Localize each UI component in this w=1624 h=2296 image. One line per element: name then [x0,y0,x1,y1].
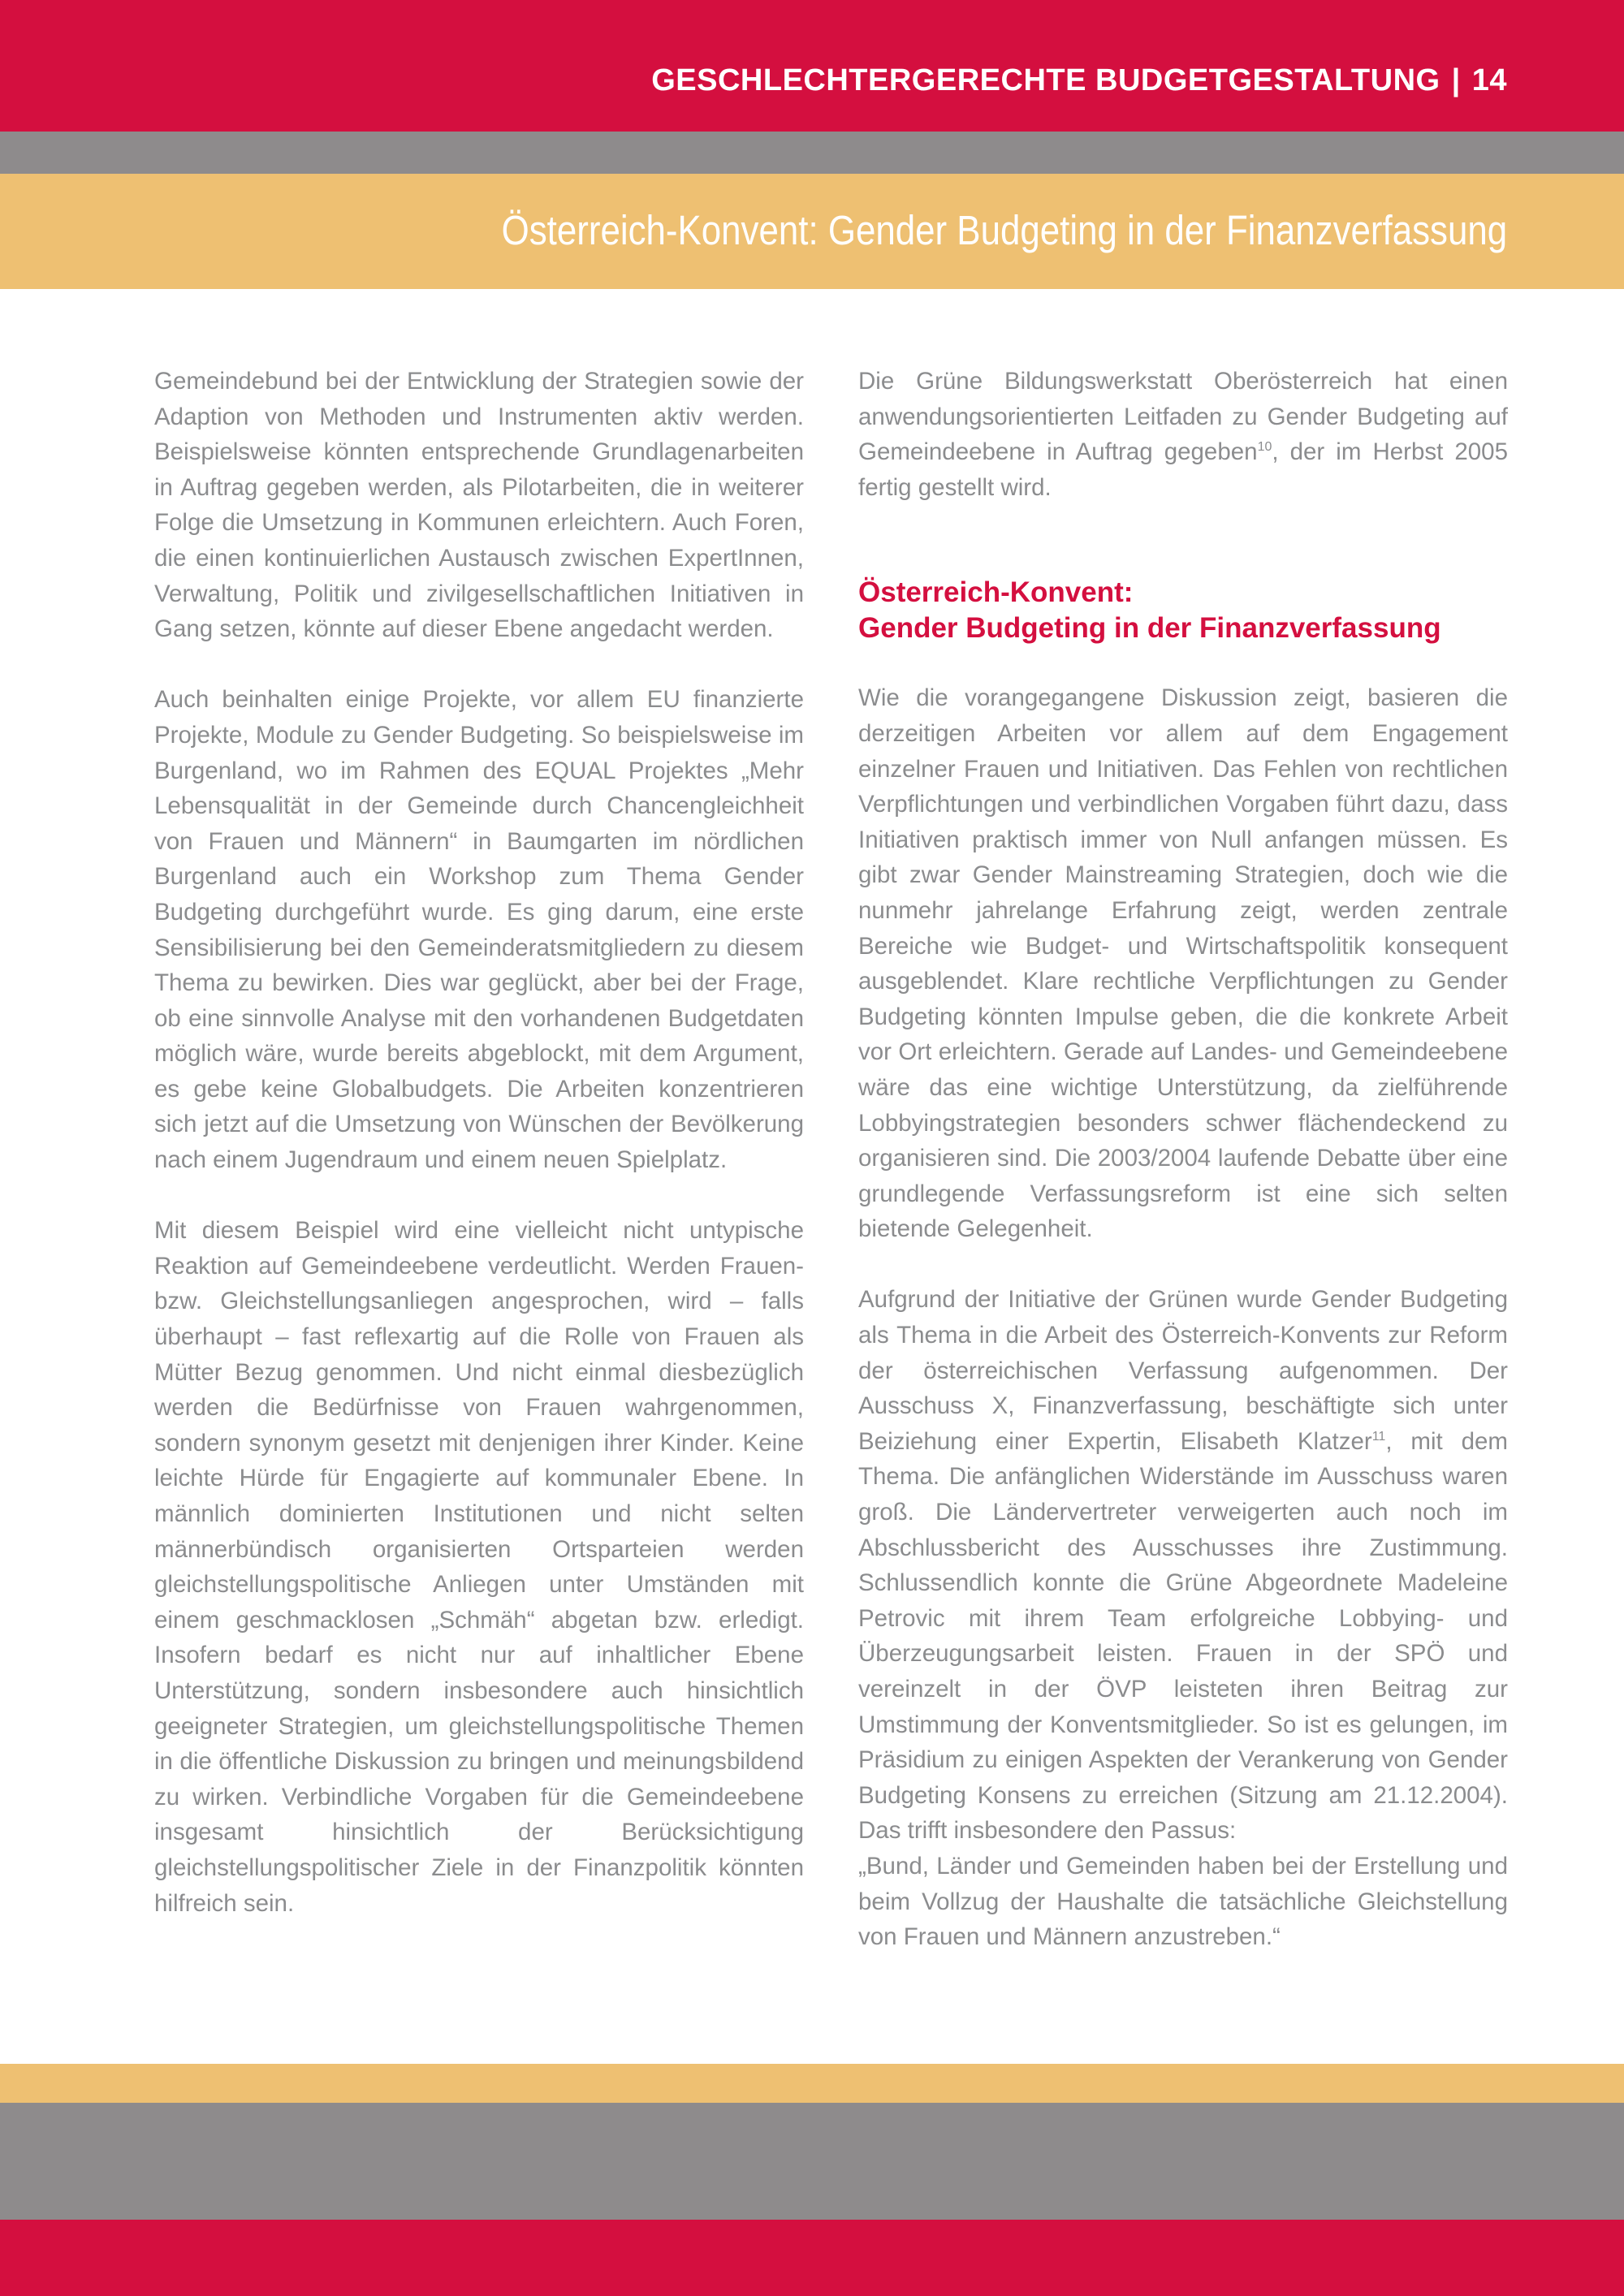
header-grey-band [0,132,1624,174]
header-separator: | [1451,63,1461,97]
footnote-ref-10: 10 [1257,440,1272,455]
footnote-ref-11: 11 [1371,1430,1386,1444]
right-column [858,364,1508,1955]
right-paragraph-3 [858,1282,1508,1849]
left-paragraph-1: Gemeindebund bei der Entwicklung der Strategien sowie der Adaption von Methoden und Instrumenten aktiv werden. Beispielsweise könnten entsprechende Grundlagenarbeiten in Auftrag gegeben werden, als Pilotarbeiten, die in weiterer Folge die Umsetzung in Kommunen erleichtern. Auch Foren, die einen kontinuierlichen Austausch zwischen ExpertInnen, Verwaltung, Politik und zivilgesellschaftlichen Initiativen in Gang setzen, könnte auf dieser Ebene angedacht werden. [154,368,804,643]
left-paragraph-3: Mit diesem Beispiel wird eine vielleicht nicht untypische Reaktion auf Gemeindeebene verdeutlicht. Werden Frauen- bzw. Gleichstellungsanliegen angesprochen, wird – falls überhaupt – fast reflexartig auf die Rolle von Frauen als Mütter Bezug genommen. Und nicht einmal diesbezüglich werden die Bedürfnisse von Frauen wahrgenommen, sondern synonym gesetzt mit denjenigen ihrer Kinder. Keine leichte Hürde für Engagierte auf kommunaler Ebene. In männlich dominierten Institutionen und nicht selten männerbündisch organisierten Ortsparteien werden gleichstellungspolitische Anliegen unter Umständen mit einem geschmacklosen „Schmäh“ abgetan bzw. erledigt. Insofern bedarf es nicht nur auf inhaltlicher Ebene Unterstützung, sondern insbesondere auch hinsichtlich geeigneter Strategien, um gleichstellungspolitische Themen in die öffentliche Diskussion zu bringen und meinungsbildend zu wirken. Verbindliche Vorgaben für die Gemeindeebene insgesamt hinsichtlich der Berücksichtigung gleichstellungspolitischer Ziele in der Finanzpolitik könnten hilfreich sein. [154,1217,804,1917]
section-heading-line-2: Gender Budgeting in der Finanzverfassung [858,612,1441,645]
right-paragraph-1 [858,364,1508,505]
right-paragraph-3-text: Aufgrund der Initiative der Grünen wurde Gender Budgeting als Thema in die Arbeit des Österreich-Konvents zur Reform der österreichischen Verfassung aufgenommen. Der Ausschuss X, Finanzverfassung, beschäftigte sich unter Beiziehung einer Expertin, Elisabeth Klatzer [858,1286,1508,1455]
footer-grey-band [0,2103,1624,2220]
right-paragraph-3-tail: , mit dem Thema. Die anfänglichen Widerstände im Ausschuss waren groß. Die Ländervertreter verweigerten auch noch im Abschlussbericht des Ausschusses ihre Zustimmung. Schlussendlich konnte die Grüne Abgeordnete Madeleine Petrovic mit ihrem Team erfolgreiche Lobbying- und Überzeugungsarbeit leisten. Frauen in der SPÖ und vereinzelt in der ÖVP leisteten ihren Beitrag zur Umstimmung der Konventsmitglieder. So ist es gelungen, im Präsidium zu einigen Aspekten der Verankerung von Gender Budgeting Konsens zu erreichen (Sitzung am 21.12.2004). Das trifft insbesondere den Passus: [858,1427,1508,1845]
section-heading [858,575,1508,646]
footer-red-band [0,2220,1624,2296]
left-paragraph-2: Auch beinhalten einige Projekte, vor allem EU finanzierte Projekte, Module zu Gender Budgeting. So beispielsweise im Burgenland, wo im Rahmen des EQUAL Projektes „Mehr Lebensqualität in der Gemeinde durch Chancengleichheit von Frauen und Männern“ in Baumgarten im nördlichen Burgenland auch ein Workshop zum Thema Gender Budgeting durchgeführt wurde. Es ging darum, eine erste Sensibilisierung bei den Gemeinderatsmitgliedern zu diesem Thema zu bewirken. Dies war geglückt, aber bei der Frage, ob eine sinnvolle Analyse mit den vorhandenen Budgetdaten möglich wäre, wurde bereits abgeblockt, mit dem Argument, es gebe keine Globalbudgets. Die Arbeiten konzentrieren sich jetzt auf die Umsetzung von Wünschen der Bevölkerung nach einem Jugendraum und einem neuen Spielplatz. [154,686,804,1174]
right-paragraph-1-text: Die Grüne Bildungswerkstatt Oberösterreich hat einen anwendungsorientierten Leitfaden zu Gender Budgeting auf Gemeindeebene in Auftrag gegeben [858,368,1508,466]
page-number: 14 [1471,63,1507,97]
section-heading-line-1: Österreich-Konvent: [858,576,1134,609]
section-title: GESCHLECHTERGERECHTE BUDGETGESTALTUNG [651,63,1440,97]
footer-gold-band [0,2064,1624,2103]
running-head [651,63,1507,98]
right-paragraph-1-tail: , der im Herbst 2005 fertig gestellt wird. [858,438,1508,501]
block-quote: „Bund, Länder und Gemeinden haben bei der Erstellung und beim Vollzug der Haushalte die tatsächliche Gleichstellung von Frauen und Männern anzustreben.“ [858,1852,1508,1951]
banner-title: Österreich-Konvent: Gender Budgeting in der Finanzverfassung [501,207,1507,253]
left-column [154,364,804,1921]
right-paragraph-2: Wie die vorangegangene Diskussion zeigt, basieren die derzeitigen Arbeiten vor allem auf dem Engagement einzelner Frauen und Initiativen. Das Fehlen von rechtlichen Verpflichtungen und verbindlichen Vorgaben führt dazu, dass Initiativen praktisch immer von Null anfangen müssen. Es gibt zwar Gender Mainstreaming Strategien, doch wie die nunmehr jahrelange Erfahrung zeigt, werden zentrale Bereiche wie Budget- und Wirtschaftspolitik konsequent ausgeblendet. Klare rechtliche Verpflichtungen zu Gender Budgeting könnten Impulse geben, die die konkrete Arbeit vor Ort erleichtern. Gerade auf Landes- und Gemeindeebene wäre das eine wichtige Unterstützung, da zielführende Lobbyingstrategien besonders schwer flächendeckend zu organisieren sind. Die 2003/2004 laufende Debatte über eine grundlegende Verfassungsreform ist eine sich selten bietende Gelegenheit. [858,684,1508,1243]
